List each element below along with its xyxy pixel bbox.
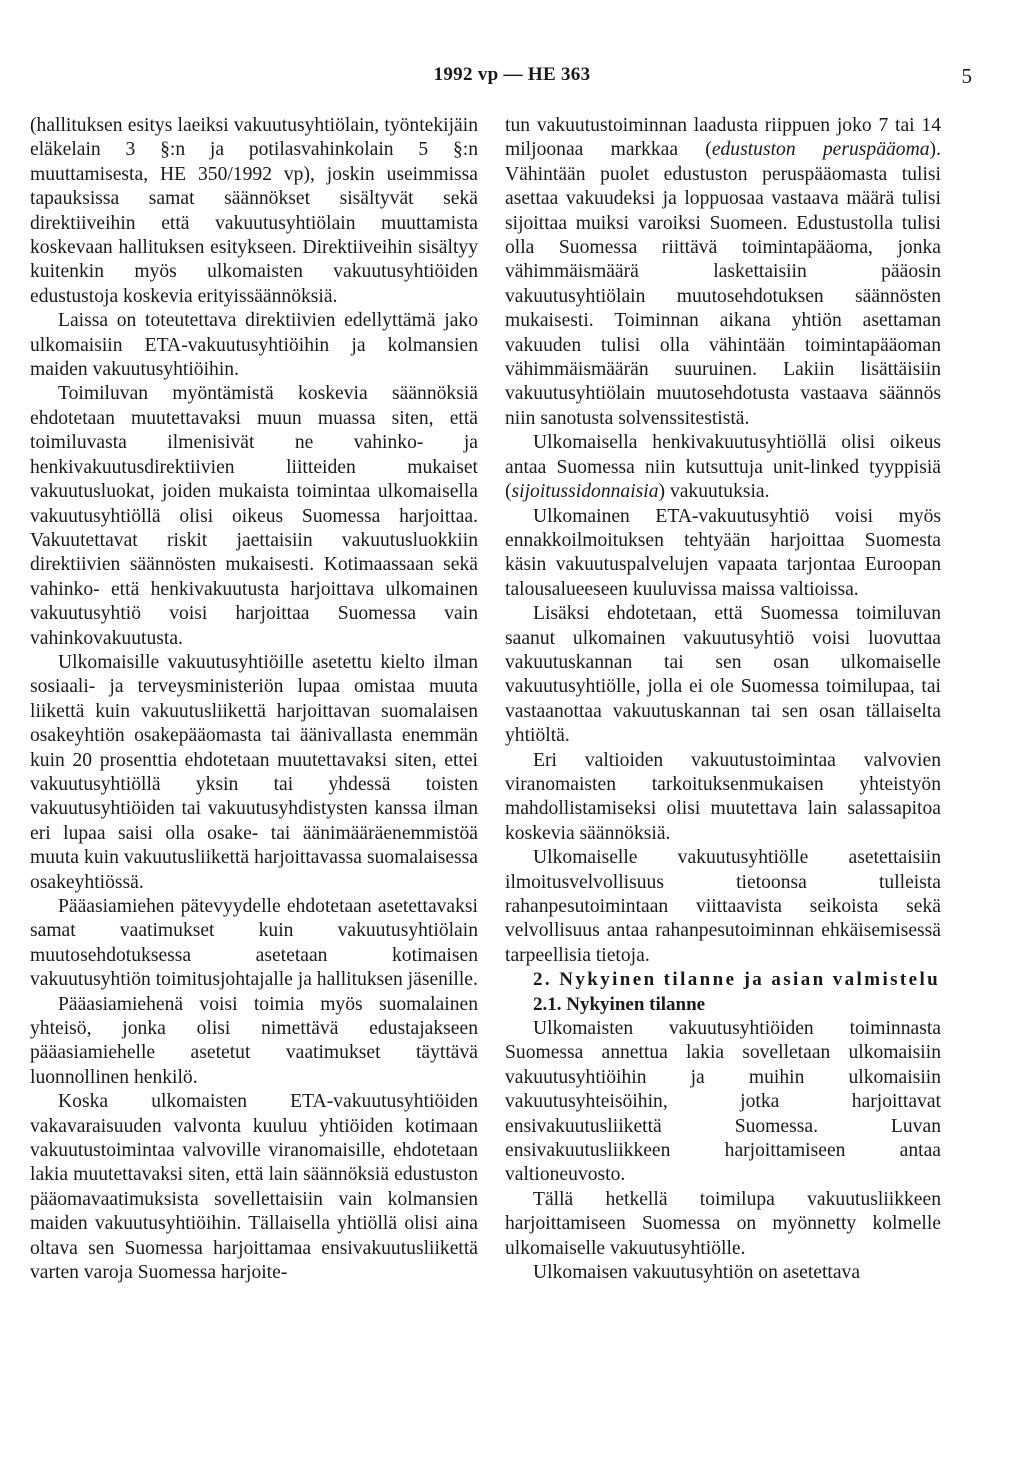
paragraph: Tällä hetkellä toimilupa vakuutusliikkeen harjoittamiseen Suomessa on myönnetty kolmelle ulkomaiselle vakuutusyhtiölle. <box>505 1188 941 1259</box>
paragraph: Ulkomaiselle vakuutusyhtiölle asetettaisiin ilmoitusvelvollisuus tietoonsa tulleista rahanpesutoimintaan viittaavista seikoista sekä velvollisuus antaa rahanpesutoiminnan ehkäisemisessä tarpeellisia tietoja. <box>505 847 941 966</box>
paragraph: Ulkomainen ETA-vakuutusyhtiö voisi myös ennakkoilmoituksen tehtyään harjoittaa Suomesta käsin vakuutuspalvelujen vapaata tarjontaa Euroopan talousalueeseen kuuluvissa maissa valtioissa. <box>505 505 941 600</box>
paragraph: Ulkomaisten vakuutusyhtiöiden toiminnasta Suomessa annettua lakia sovelletaan ulkomaisiin vakuutusyhtiöihin ja muihin ulkomaisiin vakuutusyhteisöihin, jotka harjoittavat ensivakuutusliikettä Suomessa. Luvan ensivakuutusliikkeen harjoittamiseen antaa valtioneuvosto. <box>505 1018 941 1186</box>
running-head: 1992 vp — HE 363 <box>433 64 591 85</box>
paragraph <box>505 431 941 504</box>
paragraph: Lisäksi ehdotetaan, että Suomessa toimiluvan saanut ulkomainen vakuutusyhtiö voisi luovuttaa vakuutuskannan tai sen osan ulkomaiselle vakuutusyhtiölle, jolla ei ole Suomessa toimilupaa, tai vastaanottaa vakuutuskannan tai sen osan tällaiselta yhtiöltä. <box>505 603 941 747</box>
paragraph: Eri valtioiden vakuutustoimintaa valvovien viranomaisten tarkoituksenmukaisen yhteistyön mahdollistamiseksi olisi muutettava lain salassapitoa koskevia säännöksiä. <box>505 749 941 844</box>
paragraph-text: Ulkomaisella henkivakuutusyhtiöllä olisi oikeus antaa Suomessa niin kutsuttuja unit-linked tyyppisiä ( <box>505 432 941 503</box>
paragraph: Koska ulkomaisten ETA-vakuutusyhtiöiden vakavaraisuuden valvonta kuuluu yhtiöiden kotimaan vakuutustoimintaa valvoville viranomaisille, ehdotetaan lakia muutettavaksi siten, että lain säännöksiä edustuston pääomavaatimuksista sovellettaisiin vain kolmansien maiden vakuutusyhtiöihin. Tällaisella yhtiöllä olisi aina oltava sen Suomessa harjoittamaa ensivakuutusliikettä varten varoja Suomessa harjoite- <box>30 1091 478 1284</box>
paragraph-text: ). Vähintään puolet edustuston peruspääomasta tulisi asettaa vakuudeksi ja loppuosaa vastaava määrä tulisi sijoittaa muiksi varoiksi Suomeen. Edustustolla tulisi olla Suomessa riittävä toimintapääoma, jonka vähimmäismäärä laskettaisiin pääosin vakuutusyhtiölain muutosehdotuksen säännösten mukaisesti. Toiminnan aikana yhtiön asettaman vakuuden tulisi olla vähintään toimintapääoman vähimmäismäärän suuruinen. Lakiin lisättäisiin vakuutusyhtiölain muutosehdotusta vastaava säännös niin sanotusta solvenssitestistä. <box>505 139 941 429</box>
emphasis-term: sijoitussidonnaisia <box>511 481 659 503</box>
right-column <box>505 114 941 1286</box>
left-column <box>30 114 478 1286</box>
paragraph: Pääasiamiehenä voisi toimia myös suomalainen yhteisö, jonka olisi nimettävä edustajakseen pääasiamiehelle asetetut vaatimukset täyttävä luonnollinen henkilö. <box>30 993 478 1088</box>
paragraph-text: ) vakuutuksia. <box>658 481 770 503</box>
page-number: 5 <box>961 64 972 88</box>
paragraph-text: tun vakuutustoiminnan laadusta riippuen joko 7 tai 14 miljoonaa markkaa ( <box>505 115 941 161</box>
paragraph: Pääasiamiehen pätevyydelle ehdotetaan asetettavaksi samat vaatimukset kuin vakuutusyhtiölain muutosehdotuksessa asetetaan kotimaisen vakuutusyhtiön toimitusjohtajalle ja hallituksen jäsenille. <box>30 896 478 991</box>
page-header <box>0 64 1024 94</box>
paragraph: Toimiluvan myöntämistä koskevia säännöksiä ehdotetaan muutettavaksi muun muassa siten, että toimiluvasta ilmenisivät ne vahinko- ja henkivakuutusdirektiivien liitteiden mukaiset vakuutusluokat, joiden mukaista toimintaa ulkomaisella vakuutusyhtiöllä olisi oikeus Suomessa harjoittaa. Vakuutettavat riskit jaettaisiin vakuutusluokkiin direktiivien säännösten mukaisesti. Kotimaassaan sekä vahinko- että henkivakuutusta harjoittava ulkomainen vakuutusyhtiö voisi harjoittaa Suomessa vain vahinkovakuutusta. <box>30 383 478 649</box>
paragraph: Ulkomaisen vakuutusyhtiön on asetettava <box>533 1262 861 1284</box>
paragraph: Ulkomaisille vakuutusyhtiöille asetettu kielto ilman sosiaali- ja terveysministeriön lupaa omistaa muuta liikettä kuin vakuutusliikettä harjoittavan suomalaisen osakeyhtiön osakepääomasta tai äänivallasta enemmän kuin 20 prosenttia ehdotetaan muutettavaksi siten, ettei vakuutusyhtiöllä yksin tai yhdessä toisten vakuutusyhtiöiden tai vakuutusyhdistysten kanssa ilman eri lupaa saisi olla osake- tai äänimääräenemmistöä muuta kuin vakuutusliikettä harjoittavassa suomalaisessa osakeyhtiössä. <box>30 651 478 893</box>
subsection-heading: 2.1. Nykyinen tilanne <box>533 993 706 1015</box>
paragraph: Laissa on toteutettava direktiivien edellyttämä jako ulkomaisiin ETA-vakuutusyhtiöihin ja kolmansien maiden vakuutusyhtiöihin. <box>30 310 478 381</box>
section-heading: 2. Nykyinen tilanne ja asian valmistelu <box>533 969 941 991</box>
emphasis-term: edustuston peruspääoma <box>711 139 930 161</box>
paragraph <box>505 114 941 431</box>
paragraph: (hallituksen esitys laeiksi vakuutusyhtiölain, työntekijäin eläkelain 3 §:n ja potilasvahinkolain 5 §:n muuttamisesta, HE 350/1992 vp), joskin useimmissa tapauksissa samat säännökset sisältyvät sekä direktiiveihin että vakuutusyhtiölain muuttamista koskevaan hallituksen esitykseen. Direktiiveihin sisältyy kuitenkin myös ulkomaisten vakuutusyhtiöiden edustustoja koskevia erityissäännöksiä. <box>30 115 478 307</box>
